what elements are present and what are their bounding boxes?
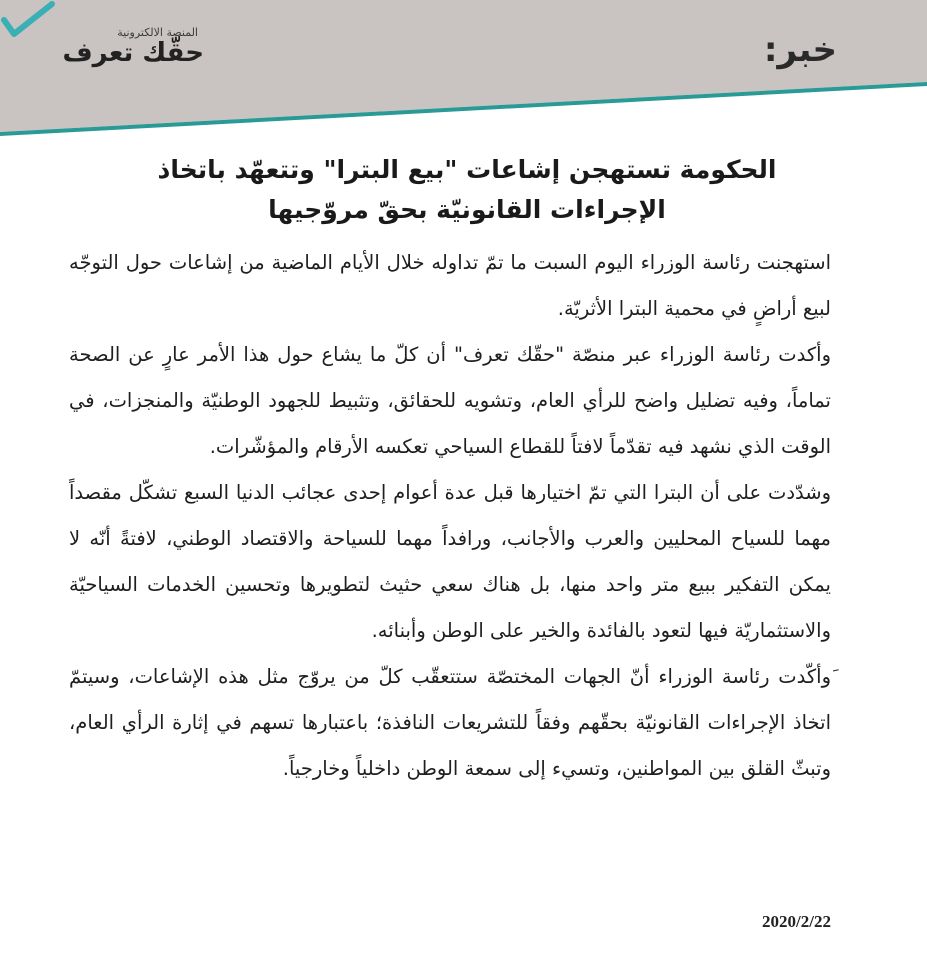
paragraph-1: استهجنت رئاسة الوزراء اليوم السبت ما تمّ تداوله خلال الأيام الماضية من إشاعات حول التوجّه لبيع أراضٍ في محمية البترا الأثريّة. [69,251,831,320]
checkmark-icon [0,0,56,40]
logo-subtitle: المنصة الالكترونية [117,26,198,39]
publish-date: 2020/2/22 [762,912,831,931]
headline-line-1: الحكومة تستهجن إشاعات "بيع البترا" وتتعهّد باتخاذ [157,155,777,184]
paragraph-3: وشدّدت على أن البترا التي تمّ اختيارها قبل عدة أعوام إحدى عجائب الدنيا السبع تشكّل مقصداً مهما للسياح المحليين والعرب والأجانب، ورافداً مهما للسياحة والاقتصاد الوطني، لافتةً أنّه لا يمكن التفكير ببيع متر واحد منها، بل هناك سعي حثيث لتطويرها وتحسين الخدمات السياحيّة والاستثماريّة فيها لتعود بالفائدة والخير على الوطن وأبنائه. [69,481,831,642]
article-body [69,240,831,792]
headline-line-2: الإجراءات القانونيّة بحقّ مروّجيها [268,195,666,224]
paragraph-2: وأكدت رئاسة الوزراء عبر منصّة "حقّك تعرف" أن كلّ ما يشاع حول هذا الأمر عارٍ عن الصحة تماماً، وفيه تضليل واضح للرأي العام، وتشويه للحقائق، وتثبيط للجهود الوطنيّة والمنجزات، في الوقت الذي نشهد فيه تقدّماً لافتاً للقطاع السياحي تعكسه الأرقام والمؤشّرات. [69,343,831,458]
header-background [0,0,927,140]
header-band [0,0,927,140]
news-label: خبر: [763,30,837,70]
paragraph-4: َوأكّدت رئاسة الوزراء أنّ الجهات المختصّة ستتعقّب كلّ من يروّج مثل هذه الإشاعات، وسيتمّ اتخاذ الإجراءات القانونيّة بحقّهم وفقاً للتشريعات النافذة؛ باعتبارها تسهم في إثارة الرأي العام، وتبثّ القلق بين المواطنين، وتسيء إلى سمعة الوطن داخلياً وخارجياً. [69,665,831,780]
logo-name: حقّك تعرف [62,38,204,68]
headline [157,150,777,230]
